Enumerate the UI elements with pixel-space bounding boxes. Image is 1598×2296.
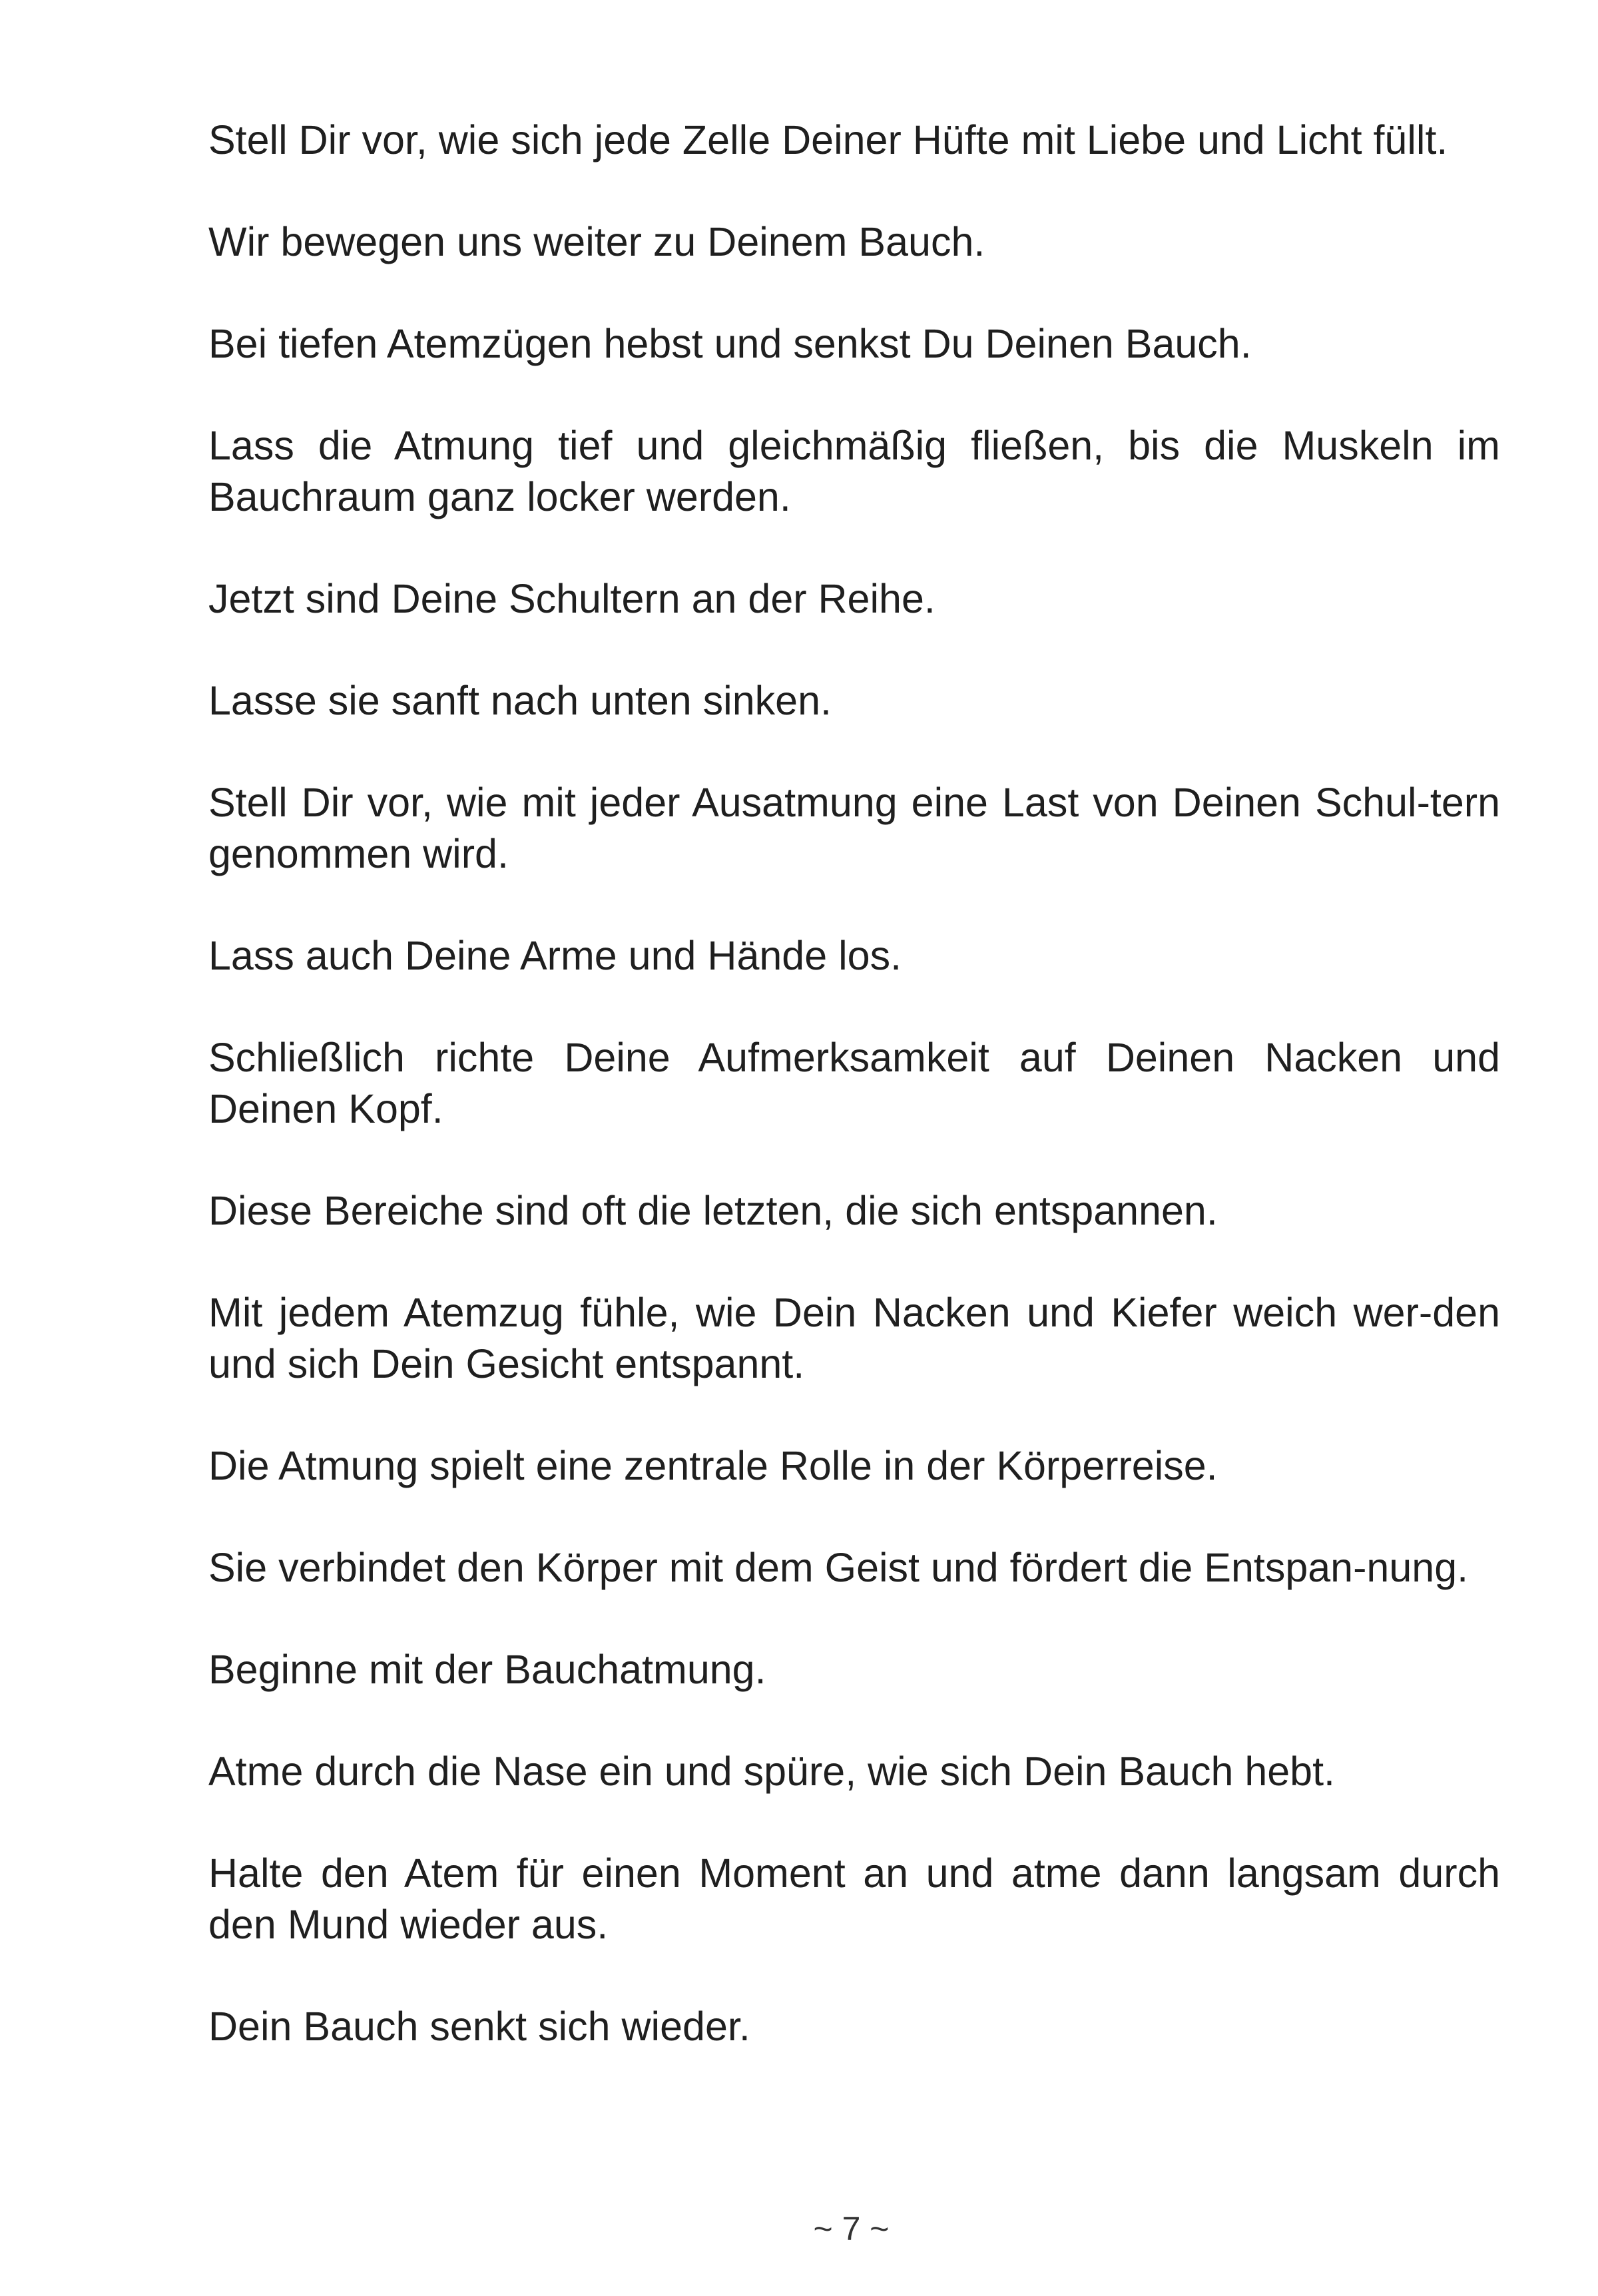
page-number: ~ 7 ~ <box>813 2210 890 2247</box>
paragraph: Bei tiefen Atemzügen hebst und senkst Du Deinen Bauch. <box>208 321 1252 366</box>
paragraph: Mit jedem Atemzug fühle, wie Dein Nacken und Kiefer weich wer-den und sich Dein Gesicht entspannt. <box>208 1290 1500 1386</box>
paragraph: Lass die Atmung tief und gleichmäßig fließen, bis die Muskeln im Bauchraum ganz locker werden. <box>208 423 1500 519</box>
paragraph: Beginne mit der Bauchatmung. <box>208 1647 766 1692</box>
paragraph: Halte den Atem für einen Moment an und atme dann langsam durch den Mund wieder aus. <box>208 1851 1500 1947</box>
paragraph: Stell Dir vor, wie sich jede Zelle Deiner Hüfte mit Liebe und Licht füllt. <box>208 117 1448 162</box>
paragraph: Schließlich richte Deine Aufmerksamkeit auf Deinen Nacken und Deinen Kopf. <box>208 1035 1500 1131</box>
paragraph: Stell Dir vor, wie mit jeder Ausatmung eine Last von Deinen Schul-tern genommen wird. <box>208 780 1500 876</box>
paragraph: Lass auch Deine Arme und Hände los. <box>208 933 902 978</box>
paragraph: Wir bewegen uns weiter zu Deinem Bauch. <box>208 219 985 264</box>
paragraph: Lasse sie sanft nach unten sinken. <box>208 678 832 723</box>
paragraph: Diese Bereiche sind oft die letzten, die sich entspannen. <box>208 1188 1218 1233</box>
paragraph: Atme durch die Nase ein und spüre, wie sich Dein Bauch hebt. <box>208 1749 1336 1794</box>
paragraph: Die Atmung spielt eine zentrale Rolle in der Körperreise. <box>208 1443 1218 1488</box>
body-text <box>208 115 1500 2052</box>
paragraph: Jetzt sind Deine Schultern an der Reihe. <box>208 576 935 621</box>
paragraph: Sie verbindet den Körper mit dem Geist und fördert die Entspan-nung. <box>208 1545 1469 1590</box>
paragraph: Dein Bauch senkt sich wieder. <box>208 2004 750 2049</box>
